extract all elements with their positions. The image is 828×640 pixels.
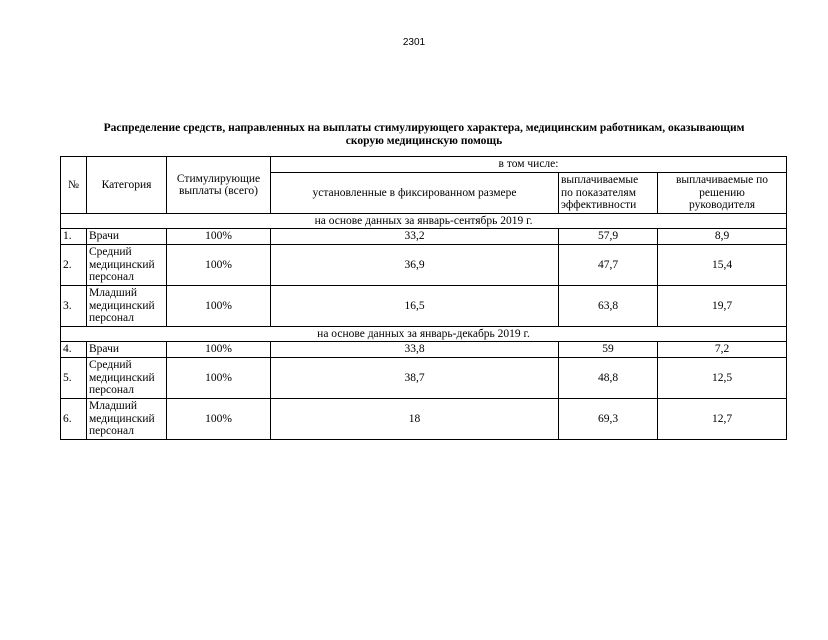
cell-fixed: 18 — [271, 399, 559, 440]
table-row — [61, 399, 787, 440]
cell-performance: 59 — [559, 342, 658, 358]
cell-stimulating-total: 100% — [167, 399, 271, 440]
title-line-2: скорую медицинскую помощь — [345, 135, 503, 147]
header-dec-line: решению — [699, 186, 745, 199]
cell-stimulating-total: 100% — [167, 358, 271, 399]
payments-table — [60, 156, 787, 440]
cell-manager-decision: 7,2 — [658, 342, 787, 358]
cell-category — [87, 245, 167, 286]
table-row — [61, 358, 787, 399]
cell-num: 3. — [61, 286, 87, 327]
title-line-1: Распределение средств, направленных на выплаты стимулирующего характера, медицинским работникам, оказывающим — [103, 122, 745, 134]
table-body — [61, 214, 787, 440]
cell-num: 5. — [61, 358, 87, 399]
cell-category — [87, 399, 167, 440]
cell-stimulating-total: 100% — [167, 229, 271, 245]
cell-manager-decision: 12,7 — [658, 399, 787, 440]
cell-fixed: 38,7 — [271, 358, 559, 399]
cell-num: 6. — [61, 399, 87, 440]
category-line: Средний — [89, 246, 132, 259]
cell-manager-decision: 8,9 — [658, 229, 787, 245]
header-dec-line: руководителя — [688, 199, 756, 212]
header-including: в том числе: — [271, 157, 787, 173]
header-perf-line: выплачиваемые — [561, 174, 639, 187]
cell-stimulating-total: 100% — [167, 245, 271, 286]
cell-stimulating-total: 100% — [167, 342, 271, 358]
category-line: персонал — [89, 312, 134, 325]
cell-manager-decision: 19,7 — [658, 286, 787, 327]
category-line: Врачи — [89, 343, 120, 356]
category-line: медицинский — [89, 412, 155, 425]
header-dec-line: выплачиваемые по — [676, 174, 769, 187]
header-fixed: установленные в фиксированном размере — [271, 173, 559, 214]
cell-category — [87, 358, 167, 399]
table-row — [61, 245, 787, 286]
header-stim-line: выплаты (всего) — [178, 185, 259, 197]
cell-category — [87, 342, 167, 358]
category-line: персонал — [89, 384, 134, 397]
cell-manager-decision: 15,4 — [658, 245, 787, 286]
category-line: Младший — [89, 287, 138, 300]
group-label: на основе данных за январь-сентябрь 2019 г. — [61, 214, 787, 229]
category-line: Средний — [89, 359, 132, 372]
header-perf-line: по показателям — [561, 186, 636, 199]
cell-num: 4. — [61, 342, 87, 358]
category-line: персонал — [89, 425, 134, 438]
table-row — [61, 342, 787, 358]
header-num: № — [61, 157, 87, 214]
page-number: 2301 — [402, 37, 426, 48]
category-line: Врачи — [89, 230, 120, 243]
cell-num: 2. — [61, 245, 87, 286]
header-category: Категория — [87, 157, 167, 214]
category-line: персонал — [89, 271, 134, 284]
cell-performance: 48,8 — [559, 358, 658, 399]
header-perf-line: эффективности — [561, 199, 637, 212]
table-row — [61, 286, 787, 327]
cell-fixed: 16,5 — [271, 286, 559, 327]
cell-performance: 57,9 — [559, 229, 658, 245]
header-stimulating-total — [167, 157, 271, 214]
table-row — [61, 229, 787, 245]
category-line: медицинский — [89, 299, 155, 312]
header-manager-decision — [658, 173, 787, 214]
category-line: медицинский — [89, 258, 155, 271]
cell-fixed: 33,8 — [271, 342, 559, 358]
cell-category — [87, 229, 167, 245]
cell-performance: 47,7 — [559, 245, 658, 286]
document-title — [60, 122, 788, 148]
category-line: медицинский — [89, 371, 155, 384]
header-stim-line: Стимулирующие — [176, 172, 261, 185]
cell-category — [87, 286, 167, 327]
cell-performance: 63,8 — [559, 286, 658, 327]
group-header-row — [61, 214, 787, 229]
group-label: на основе данных за январь-декабрь 2019 г. — [61, 327, 787, 342]
cell-manager-decision: 12,5 — [658, 358, 787, 399]
group-header-row — [61, 327, 787, 342]
category-line: Младший — [89, 400, 138, 413]
cell-performance: 69,3 — [559, 399, 658, 440]
cell-num: 1. — [61, 229, 87, 245]
table-header — [61, 157, 787, 214]
cell-fixed: 36,9 — [271, 245, 559, 286]
cell-fixed: 33,2 — [271, 229, 559, 245]
cell-stimulating-total: 100% — [167, 286, 271, 327]
header-performance — [559, 173, 658, 214]
